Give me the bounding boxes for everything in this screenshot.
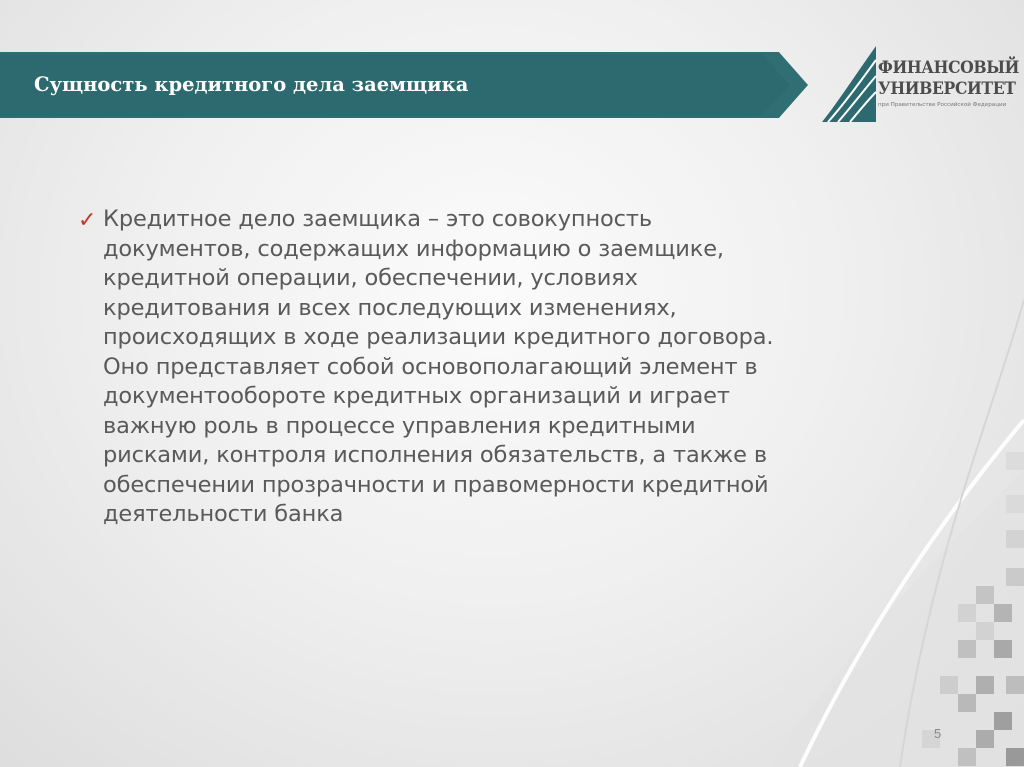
bullet-line: кредитной операции, обеспечении, условиях (103, 265, 638, 291)
logo-tagline: при Правительстве Российской Федерации (878, 102, 1007, 108)
logo-line-2: УНИВЕРСИТЕТ (878, 79, 1016, 99)
page-number: 5 (934, 726, 942, 741)
bullet-line: рисками, контроля исполнения обязательств, а также в (103, 442, 767, 468)
bullet-line: документообороте кредитных организаций и играет (103, 383, 730, 409)
bullet-line: Кредитное дело заемщика – это совокупность (103, 206, 652, 232)
logo-line-1: ФИНАНСОВЫЙ (878, 58, 1020, 78)
bullet-line: кредитования и всех последующих изменениях, (103, 294, 677, 321)
logo-wordmark (878, 58, 1019, 100)
slide-title: Сущность кредитного дела заемщика (34, 73, 469, 96)
bullet-line: происходящих в ходе реализации кредитного договора. (103, 324, 774, 350)
bullet-line: важную роль в процессе управления кредитными (103, 412, 696, 439)
bullet-line: документов, содержащих информацию о заемщике, (103, 235, 724, 262)
bullet-text (103, 205, 953, 530)
logo-emblem-icon (818, 44, 880, 126)
checkmark-icon: ✓ (78, 208, 97, 233)
bullet-line: деятельности банка (103, 501, 344, 527)
university-logo (818, 44, 1018, 126)
bullet-line: Оно представляет собой основополагающий элемент в (103, 353, 758, 380)
bullet-line: обеспечении прозрачности и правомерности кредитной (103, 471, 769, 498)
